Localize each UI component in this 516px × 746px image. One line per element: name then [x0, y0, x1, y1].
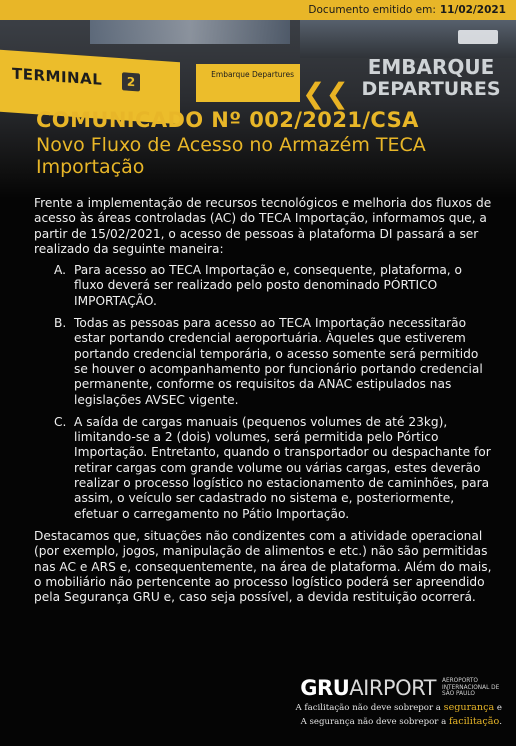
- tagline-line2: [242, 716, 502, 728]
- photo-light: [458, 30, 498, 44]
- footer-branding: [242, 676, 502, 736]
- gru-airport-logo: [242, 676, 502, 700]
- terminal-sign-text: TERMINAL: [12, 64, 103, 89]
- list-item: [34, 316, 494, 408]
- list-item-text: Para acesso ao TECA Importação e, consequente, plataforma, o fluxo deverá ser realizado pelo posto denominado PÓRTICO IMPORTAÇÃO.: [74, 263, 463, 308]
- list-item-text: Todas as pessoas para acesso ao TECA Importação necessitarão estar portando credencial aeroportuária. Àqueles que estiverem portando credencial temporária, o acesso somente será permitido se houver o acompanhamento por funcionário portando credencial permanente, conforme os requisitos da ANAC estipulados nas legislações AVSEC vigente.: [74, 316, 483, 407]
- terminal-sign-number: 2: [122, 72, 140, 91]
- big-sign-line1: EMBARQUE: [367, 55, 495, 79]
- intro-paragraph: Frente a implementação de recursos tecnológicos e melhoria dos fluxos de acesso às áreas controladas (AC) do TECA Importação, informamos que, a partir de 15/02/2021, o acesso de pessoas à plataforma DI passará a ser realizado da seguinte maneira:: [34, 196, 492, 256]
- document-subtitle: Novo Fluxo de Acesso no Armazém TECA Importação: [36, 134, 426, 178]
- list-item: [34, 415, 494, 522]
- photo-ceiling: [90, 20, 290, 44]
- tagline-accent: facilitação: [448, 716, 500, 727]
- rules-list: [34, 263, 494, 522]
- logo-subtitle: AEROPORTO INTERNACIONAL DE SÃO PAULO: [442, 678, 500, 698]
- document-body: [34, 196, 494, 605]
- list-marker: B.: [54, 316, 67, 331]
- issued-date: 11/02/2021: [439, 4, 506, 16]
- tagline-line1: [242, 702, 502, 714]
- list-item: [34, 263, 494, 309]
- big-sign-line2: DEPARTURES: [361, 78, 501, 100]
- list-item-text: A saída de cargas manuais (pequenos volumes de até 23kg), limitando-se a 2 (dois) volumes, será permitida pelo Pórtico Importação. Entretanto, quando o transportador ou despachante for retirar cargas com grande volume ou várias cargas, estes deverão realizar o processo logístico no estacionamento de caminhões, para assim, o veículo ser cadastrado no sistema e, posteriormente, efetuar o carregamento no Pátio Importação.: [74, 414, 491, 521]
- document-heading: [36, 108, 506, 178]
- tagline-text: A facilitação não deve sobrepor a: [295, 703, 444, 713]
- list-marker: A.: [54, 263, 66, 278]
- logo-gru: GRU: [300, 676, 350, 700]
- terminal-photo: [0, 20, 516, 198]
- departures-small-sign: Embarque Departures: [196, 64, 300, 102]
- issued-label: Documento emitido em:: [308, 4, 436, 16]
- chevron-arrows-icon: ❮❮: [302, 77, 349, 110]
- tagline-accent: segurança: [443, 702, 495, 713]
- document-title: COMUNICADO Nº 002/2021/CSA: [36, 108, 419, 132]
- logo-airport: AIRPORT: [349, 676, 436, 700]
- list-marker: C.: [54, 414, 67, 429]
- tagline-text: e: [494, 703, 502, 713]
- tagline-text: .: [499, 717, 502, 727]
- issued-date-bar: [0, 0, 516, 20]
- closing-paragraph: Destacamos que, situações não condizentes com a atividade operacional (por exemplo, jogos, manipulação de alimentos e etc.) não são permitidas nas AC e ARS e, consequentemente, na área de plataforma. Além do mais, o mobiliário não pertencente ao processo logístico poderá ser apreendido pela Segurança GRU e, caso seja possível, a devida restituição ocorrerá.: [34, 528, 492, 605]
- tagline-text: A segurança não deve sobrepor a: [300, 717, 449, 727]
